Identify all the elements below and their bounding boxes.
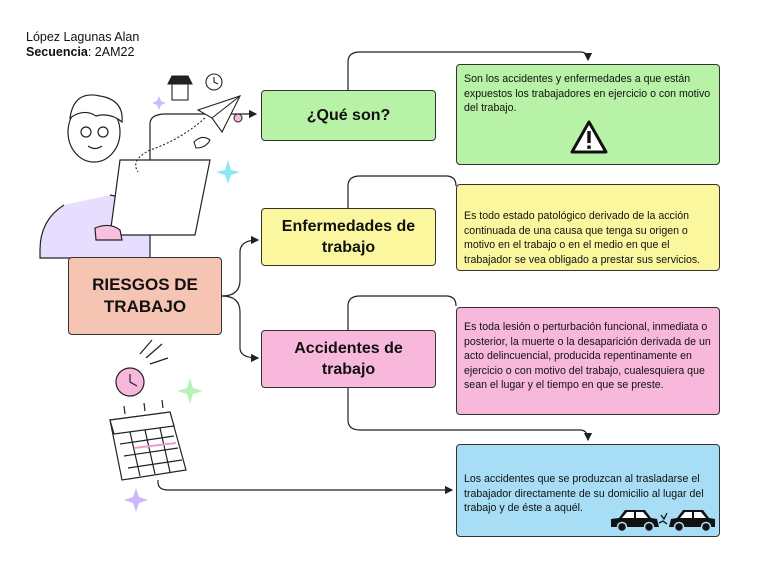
warning-icon (569, 119, 609, 155)
desc-que-son (456, 64, 720, 165)
desc-trayecto-text: Los accidentes que se produzcan al trasladarse el trabajador directamente de su domicilio al lugar del trabajo y de éste a aquél. (464, 473, 704, 514)
node-enfermedades (261, 208, 436, 266)
desc-accidentes (456, 307, 720, 415)
node-que-son-label: ¿Qué son? (306, 106, 391, 124)
desc-que-son-text: Son los accidentes y enfermedades a que están expuestos los trabajadores en ejercicio o con motivo del trabajo. (464, 73, 711, 114)
node-accidentes-label: Accidentes de trabajo (294, 340, 403, 378)
author-name: López Lagunas Alan (26, 30, 140, 44)
desc-accidentes-text: Es toda lesión o perturbación funcional, inmediata o posterior, la muerte o la desaparición derivada de un acto delincuencial, producida repentinamente en ejercicio o con motivo del trabajo, cualesquiera que sean el lugar y el tiempo en que se preste. (464, 321, 711, 391)
alarm-clock-icon (116, 340, 168, 396)
sequence-value: 2AM22 (94, 45, 135, 59)
pin-icon (234, 114, 242, 122)
sequence-label: Secuencia (26, 45, 88, 59)
sparkle-icon-2 (177, 378, 203, 404)
desc-enfermedades-text: Es todo estado patológico derivado de la acción continuada de una causa que tenga su origen o motivo en el trabajo o en el medio en que el trabajador se vea obligado a prestar sus servicios. (464, 210, 701, 266)
root-label: RIESGOS DE TRABAJO (92, 275, 198, 316)
clock-icon (206, 74, 222, 90)
sparkle-icon (216, 160, 240, 184)
node-accidentes (261, 330, 436, 388)
author-sequence: Secuencia: 2AM22 (26, 45, 135, 59)
node-enfermedades-label: Enfermedades de trabajo (281, 218, 416, 256)
desc-enfermedades (456, 184, 720, 271)
calendar-icon (110, 400, 186, 480)
root-node (68, 257, 222, 335)
car-crash-icon (609, 505, 719, 533)
sparkle-icon-3 (124, 488, 148, 512)
sparkle-icon-4 (152, 96, 166, 110)
node-que-son (261, 90, 436, 141)
shop-icon (168, 76, 192, 100)
person-laptop-illustration (40, 95, 210, 258)
desc-trayecto (456, 444, 720, 537)
